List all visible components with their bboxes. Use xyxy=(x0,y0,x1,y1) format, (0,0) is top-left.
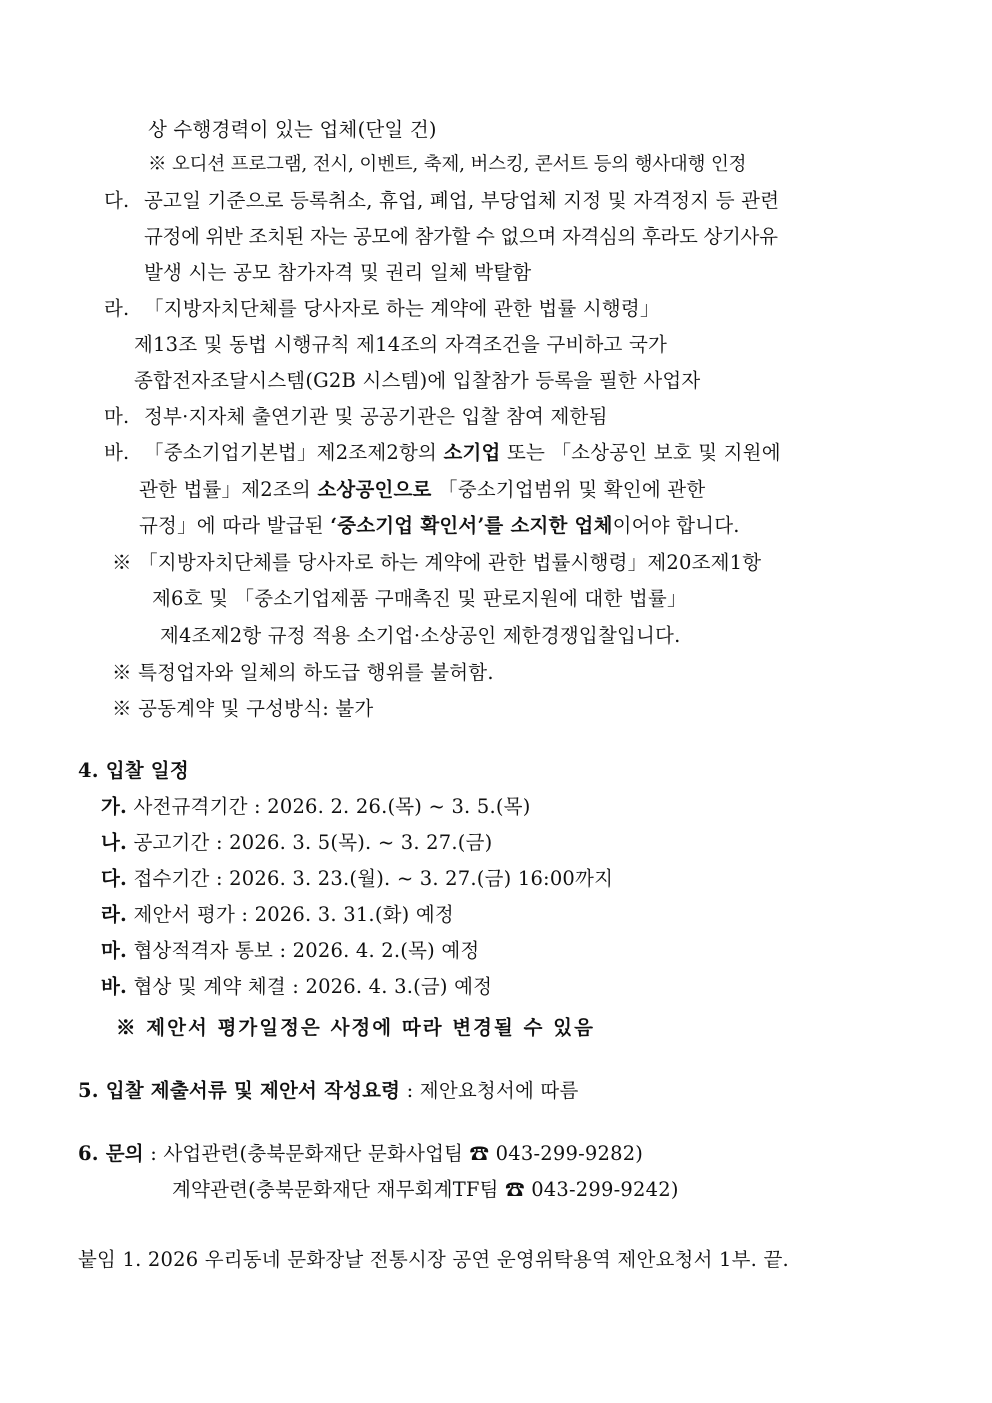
item-ma-line1: 정부·지자체 출연기관 및 공공기관은 입찰 참여 제한됨 xyxy=(144,405,608,428)
section6-line1 xyxy=(78,1142,643,1166)
schedule-change-notice: ※ 제안서 평가일정은 사정에 따라 변경될 수 있음 xyxy=(116,1016,595,1039)
item-ga-continuation: 상 수행경력이 있는 업체(단일 건) xyxy=(148,118,437,141)
attachment-line: 붙임 1. 2026 우리동네 문화장날 전통시장 공연 운영위탁용역 제안요청서 1부. 끝. xyxy=(78,1248,789,1271)
schedule-item xyxy=(101,975,492,999)
section5-text: : 제안요청서에 따름 xyxy=(400,1079,579,1102)
ba-line2-part-a: 관한 법률」제2조의 xyxy=(139,478,311,501)
section5-line xyxy=(78,1079,579,1103)
ba-line2-bold-small-merchant: 소상공인으로 xyxy=(317,478,432,501)
ba-line1-part-c: 또는 「소상공인 보호 및 지원에 xyxy=(507,441,781,464)
item-da-line1-text: 공고일 기준으로 등록취소, 휴업, 폐업, 부당업체 지정 및 자격정지 등 관련 xyxy=(144,189,780,212)
item-ma-marker: 마. xyxy=(104,405,130,428)
item-ba-marker: 바. xyxy=(104,441,130,464)
note1-line3: 제4조제2항 규정 적용 소기업·소상공인 제한경쟁입찰입니다. xyxy=(160,624,681,647)
section6-contact-business: : 사업관련(충북문화재단 문화사업팀 ☎ 043-299-9282) xyxy=(143,1142,644,1165)
schedule-marker: 나. xyxy=(101,831,128,854)
item-da-line1 xyxy=(144,189,916,213)
ba-line3-part-c: 이어야 합니다. xyxy=(612,514,740,537)
section4-heading: 4. 입찰 일정 xyxy=(78,759,189,782)
item-da-line3: 발생 시는 공모 참가자격 및 권리 일체 박탈함 xyxy=(144,261,532,284)
schedule-marker: 다. xyxy=(101,867,128,890)
item-ra-line3: 종합전자조달시스템(G2B 시스템)에 입찰참가 등록을 필한 사업자 xyxy=(134,369,701,392)
schedule-marker: 가. xyxy=(101,795,128,818)
schedule-text: 접수기간 : 2026. 3. 23.(월). ~ 3. 27.(금) 16:00까지 xyxy=(133,867,614,890)
note1-line2: 제6호 및 「중소기업제품 구매촉진 및 판로지원에 대한 법률」 xyxy=(152,587,687,610)
schedule-text: 공고기간 : 2026. 3. 5(목). ~ 3. 27.(금) xyxy=(133,831,493,854)
schedule-item xyxy=(101,867,613,891)
item-ba-line3 xyxy=(139,514,740,538)
schedule-item xyxy=(101,903,454,927)
note1-line1: ※ 「지방자치단체를 당사자로 하는 계약에 관한 법률시행령」제20조제1항 xyxy=(112,551,762,574)
item-ba-line1 xyxy=(144,441,781,465)
section6-contact-contract: 계약관련(충북문화재단 재무회계TF팀 ☎ 043-299-9242) xyxy=(172,1178,679,1201)
schedule-text: 협상 및 계약 체결 : 2026. 4. 3.(금) 예정 xyxy=(133,975,493,998)
schedule-marker: 라. xyxy=(101,903,128,926)
item-da-marker: 다. xyxy=(104,189,130,212)
item-ra-line2: 제13조 및 동법 시행규칙 제14조의 자격조건을 구비하고 국가 xyxy=(134,333,668,356)
ba-line1-bold-small-business: 소기업 xyxy=(443,441,501,464)
item-ba-line2 xyxy=(139,478,705,502)
schedule-item xyxy=(101,795,531,819)
schedule-text: 사전규격기간 : 2026. 2. 26.(목) ~ 3. 5.(목) xyxy=(133,795,531,818)
schedule-marker: 바. xyxy=(101,975,128,998)
item-ga-note: ※ 오디션 프로그램, 전시, 이벤트, 축제, 버스킹, 콘서트 등의 행사대행 인정 xyxy=(148,154,747,175)
ba-line1-part-a: 「중소기업기본법」제2조제2항의 xyxy=(144,441,438,464)
item-ra-marker: 라. xyxy=(104,297,130,320)
ba-line3-part-a: 규정」에 따라 발급된 xyxy=(139,514,324,537)
note3: ※ 공동계약 및 구성방식: 불가 xyxy=(112,697,374,720)
schedule-text: 제안서 평가 : 2026. 3. 31.(화) 예정 xyxy=(133,903,454,926)
schedule-text: 협상적격자 통보 : 2026. 4. 2.(목) 예정 xyxy=(133,939,480,962)
schedule-marker: 마. xyxy=(101,939,128,962)
schedule-item xyxy=(101,831,492,855)
section6-heading: 6. 문의 xyxy=(78,1142,144,1165)
ba-line2-part-c: 「중소기업범위 및 확인에 관한 xyxy=(438,478,706,501)
note2: ※ 특정업자와 일체의 하도급 행위를 불허함. xyxy=(112,661,494,684)
section5-heading: 5. 입찰 제출서류 및 제안서 작성요령 xyxy=(78,1079,401,1102)
item-ra-line1: 「지방자치단체를 당사자로 하는 계약에 관한 법률 시행령」 xyxy=(144,297,660,320)
item-da-line2: 규정에 위반 조치된 자는 공모에 참가할 수 없으며 자격심의 후라도 상기사유 xyxy=(144,225,778,248)
schedule-item xyxy=(101,939,479,963)
ba-line3-bold-certificate: ‘중소기업 확인서’를 소지한 업체 xyxy=(330,514,613,537)
